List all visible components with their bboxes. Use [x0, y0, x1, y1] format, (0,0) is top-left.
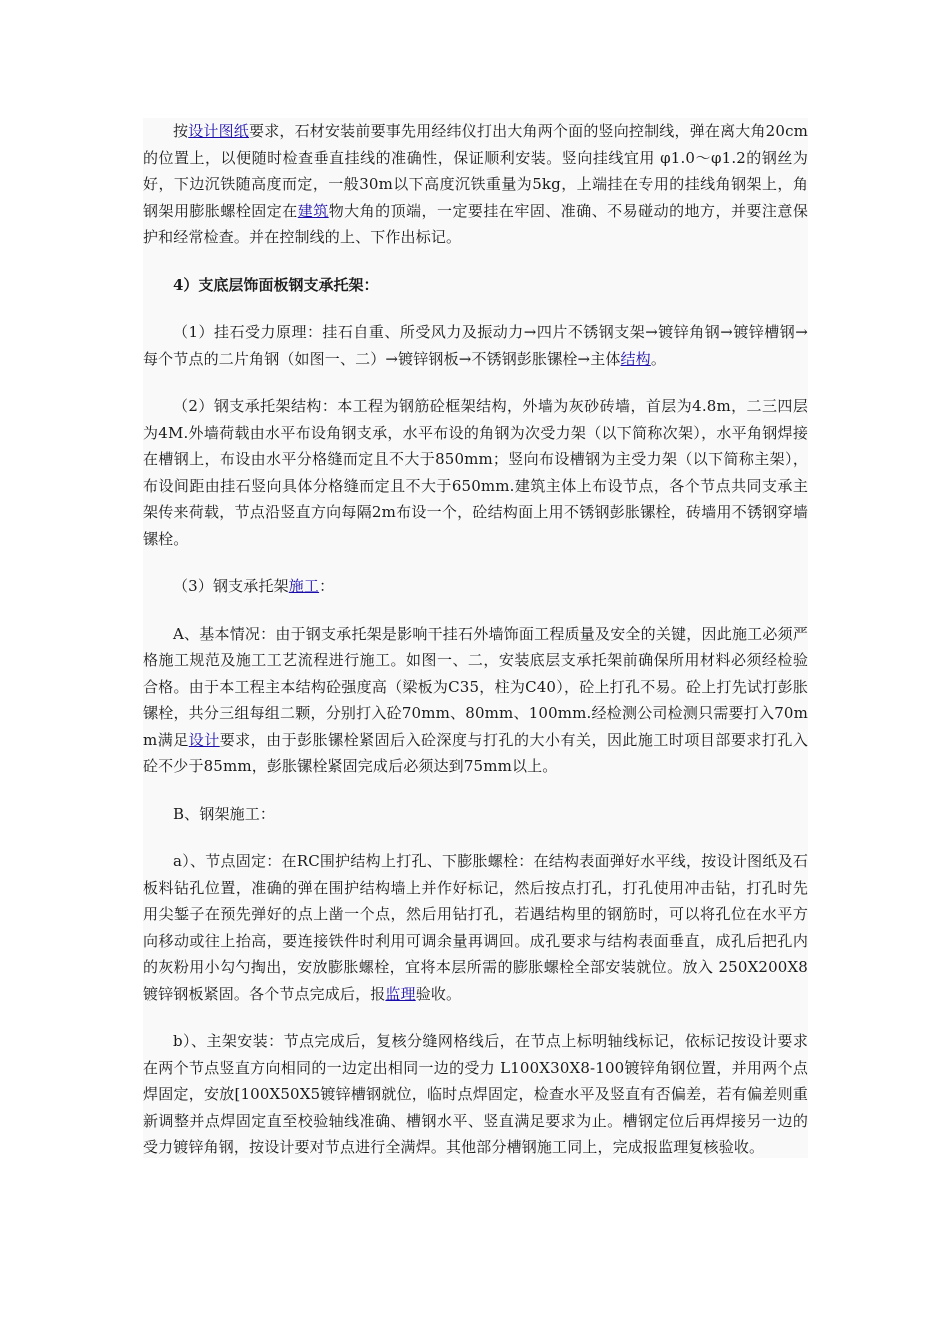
paragraph-node-fixing [143, 848, 808, 1007]
document-body [143, 118, 808, 1158]
text-segment: （1）挂石受力原理：挂石自重、所受风力及振动力→四片不锈钢支架→镀锌角钢→镀锌槽钢→每个节点的二片角钢（如图一、二）→镀锌钢板→不锈钢彭胀镙栓→主体 [143, 323, 808, 368]
link-supervision[interactable]: 监理 [385, 984, 416, 1003]
text-segment: 按 [173, 122, 189, 140]
paragraph-load-principle [143, 319, 808, 372]
spacer [143, 251, 808, 272]
spacer [143, 827, 808, 848]
paragraph-steel-frame-title: B、钢架施工： [173, 804, 276, 823]
paragraph-main-frame-install: b）、主架安装：节点完成后，复核分缝网格线后，在节点上标明轴线标记，依标记按设计要求在两个节点竖直方向相同的一边定出相同一边的受力 L100X30X8-100镀锌角钢位置，并用两个点焊固定，安放[100X50X5镀锌槽钢就位，临时点焊固定，检查水平及竖直有否偏差，若有偏差则重新调整并点焊固定直至校验轴线准确、槽钢水平、竖直满足要求为止。槽钢定位后再焊接另一边的受力镀锌角钢，按设计要对节点进行全满焊。其他部分槽钢施工同上，完成报监理复核验收。 [143, 1032, 808, 1156]
text-segment: （3）钢支承托架 [173, 577, 289, 595]
text-segment: A、基本情况：由于钢支承托架是影响干挂石外墙饰面工程质量及安全的关键，因此施工必须严格施工规范及施工工艺流程进行施工。如图一、二，安装底层支承托架前确保所用材料必须经检验合格。由于本工程主本结构砼强度高（梁板为C35，柱为C40），砼上打孔不易。砼上打先试打彭胀镙栓，共分三组每组二颗，分别打入砼70mm、80mm、100mm.经检测公司检测只需要打入70mm满足 [143, 624, 808, 749]
link-design[interactable]: 设计 [188, 730, 220, 749]
text-segment: 。 [650, 349, 666, 368]
text-segment: 要求，由于彭胀镙栓紧固后入砼深度与打孔的大小有关，因此施工时项目部要求打孔入砼不少于85mm，彭胀镙栓紧固完成后必须达到75mm以上。 [143, 730, 808, 775]
link-building[interactable]: 建筑 [297, 201, 329, 220]
paragraph-bracket-construction-title [143, 573, 808, 600]
section-heading-4: 4）支底层饰面板钢支承托架： [173, 275, 379, 294]
text-segment: ： [319, 577, 335, 595]
paragraph-control-line [143, 118, 808, 251]
paragraph-bracket-structure: （2）钢支承托架结构：本工程为钢筋砼框架结构，外墙为灰砂砖墙，首层为4.8m，二三四层为4M.外墙荷载由水平布设角钢支承，水平布设的角钢为次受力架（以下简称次架），水平角钢焊接在槽钢上，布设由水平分格缝而定且不大于850mm；竖向布设槽钢为主受力架（以下简称主架），布设间距由挂石竖向具体分格缝而定且不大于650mm.建筑主体上布设节点，各个节点共同支承主架传来荷载，节点沿竖直方向每隔2m布设一个，砼结构面上用不锈钢彭胀镙栓，砖墙用不锈钢穿墙镙栓。 [143, 397, 808, 548]
text-segment: 要求，石材安装前要事先用经纬仪打出大角两个面的竖向控制线，弹在离大角20cm的位置上，以便随时检查垂直挂线的准确性，保证顺利安装。竖向挂线宜用 φ1.0～φ1.2的钢丝为好，下边沉铁随高度而定，一般30m以下高度沉铁重量为5kg，上端挂在专用的挂线角钢架上，角钢架用膨胀螺栓固定在 [143, 122, 808, 220]
paragraph-basic-situation [143, 621, 808, 780]
spacer [143, 1007, 808, 1028]
spacer [143, 780, 808, 801]
text-segment: 验收。 [415, 984, 462, 1003]
spacer [143, 552, 808, 573]
text-segment: a）、节点固定：在RC围护结构上打孔、下膨胀螺栓：在结构表面弹好水平线，按设计图纸及石板料钻孔位置，准确的弹在围护结构墙上并作好标记，然后按点打孔，打孔使用冲击钻，打孔时先用尖錾子在预先弹好的点上凿一个点，然后用钻打孔，若遇结构里的钢筋时，可以将孔位在水平方向移动或往上抬高，要连接铁件时利用可调余量再调回。成孔要求与结构表面垂直，成孔后把孔内的灰粉用小勾勺掏出，安放膨胀螺栓，宜将本层所需的膨胀螺栓全部安装就位。放入 250X200X8镀锌钢板紧固。各个节点完成后，报 [143, 852, 808, 1003]
spacer [143, 372, 808, 393]
spacer [143, 298, 808, 319]
link-design-drawings[interactable]: 设计图纸 [188, 122, 249, 140]
link-construction[interactable]: 施工 [288, 577, 320, 595]
link-structure[interactable]: 结构 [620, 349, 651, 368]
spacer [143, 600, 808, 621]
text-segment: 物大角的顶端，一定要挂在牢固、准确、不易碰动的地方，并要注意保护和经常检查。并在控制线的上、下作出标记。 [143, 201, 808, 246]
